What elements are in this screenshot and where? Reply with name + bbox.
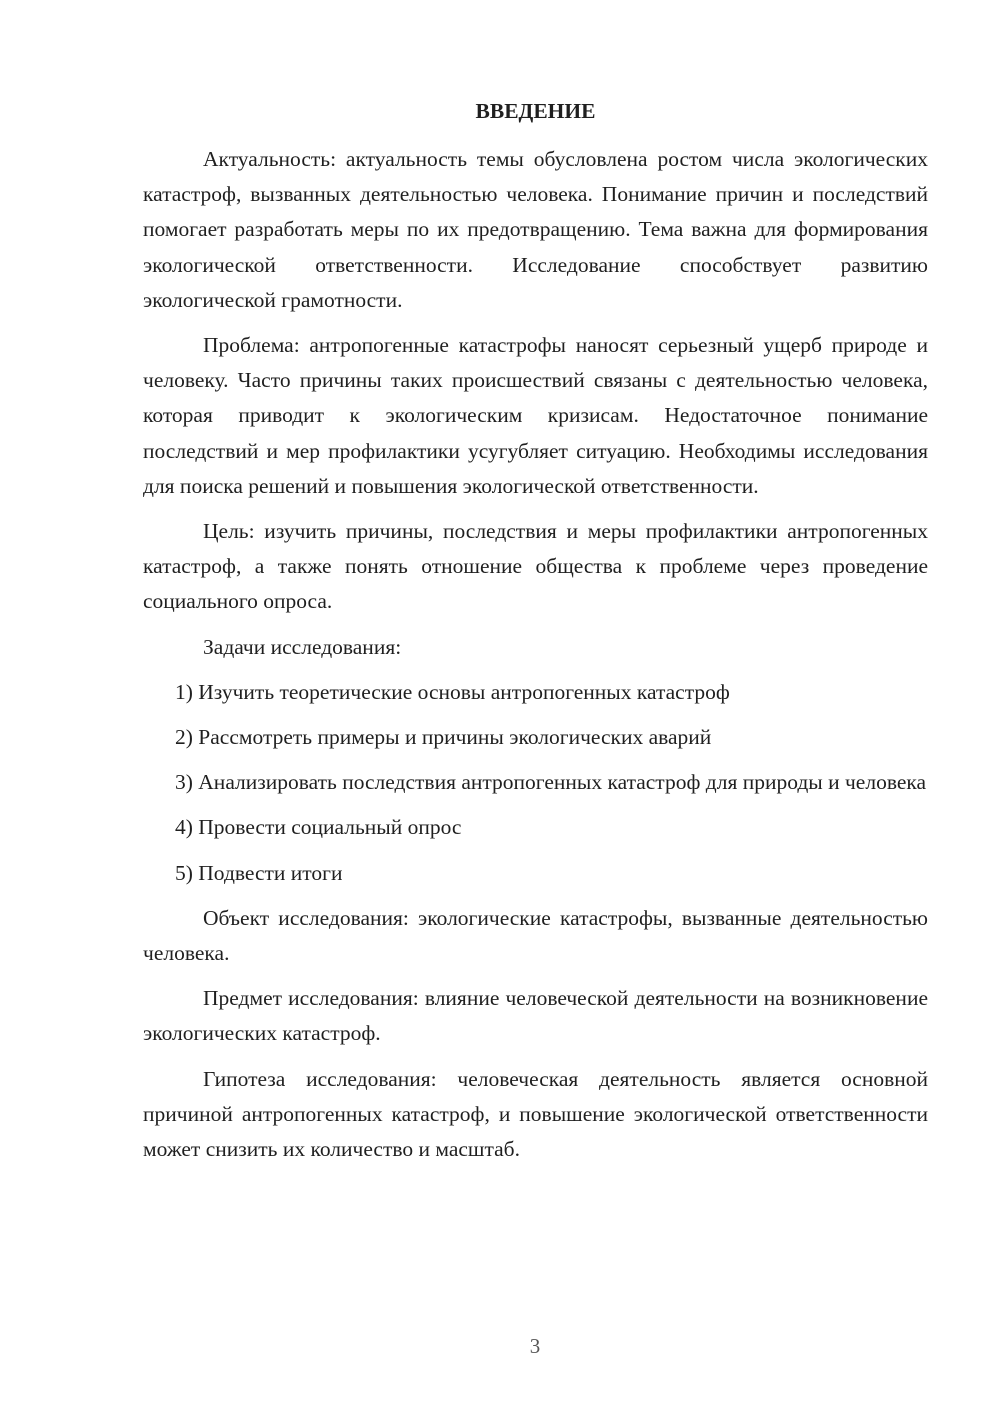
task-item-3: 3) Анализировать последствия антропогенных катастроф для природы и человека: [175, 770, 927, 795]
page-number: 3: [529, 1334, 541, 1358]
task-item-5: 5) Подвести итоги: [175, 860, 343, 885]
task-item-1: 1) Изучить теоретические основы антропогенных катастроф: [175, 679, 730, 704]
relevance-paragraph: Актуальность: актуальность темы обусловлена ростом числа экологических катастроф, вызванных деятельностью человека. Понимание причин и последствий помогает разработать меры по их предотвращению. Тема важна для формирования экологической ответственности. Исследование способствует развитию экологической грамотности.: [143, 147, 928, 312]
subject-paragraph: Предмет исследования: влияние человеческой деятельности на возникновение экологических катастроф.: [143, 986, 928, 1046]
object-paragraph: Объект исследования: экологические катастрофы, вызванные деятельностью человека.: [143, 905, 928, 966]
tasks-heading: Задачи исследования:: [203, 634, 402, 659]
task-item-2: 2) Рассмотреть примеры и причины экологических аварий: [175, 725, 712, 750]
task-item-4: 4) Провести социальный опрос: [175, 815, 462, 840]
document-page: [143, 96, 928, 1177]
page-title: ВВЕДЕНИЕ: [475, 99, 596, 123]
hypothesis-paragraph: Гипотеза исследования: человеческая деятельность является основной причиной антропогенных катастроф, и повышение экологической ответственности может снизить их количество и масштаб.: [143, 1066, 928, 1162]
problem-paragraph: Проблема: антропогенные катастрофы наносят серьезный ущерб природе и человеку. Часто причины таких происшествий связаны с деятельностью человека, которая приводит к экологическим кризисам. Недостаточное понимание последствий и мер профилактики усугубляет ситуацию. Необходимы исследования для поиска решений и повышения экологической ответственности.: [143, 333, 928, 498]
goal-paragraph: Цель: изучить причины, последствия и меры профилактики антропогенных катастроф, а также понять отношение общества к проблеме через проведение социального опроса.: [143, 519, 928, 614]
